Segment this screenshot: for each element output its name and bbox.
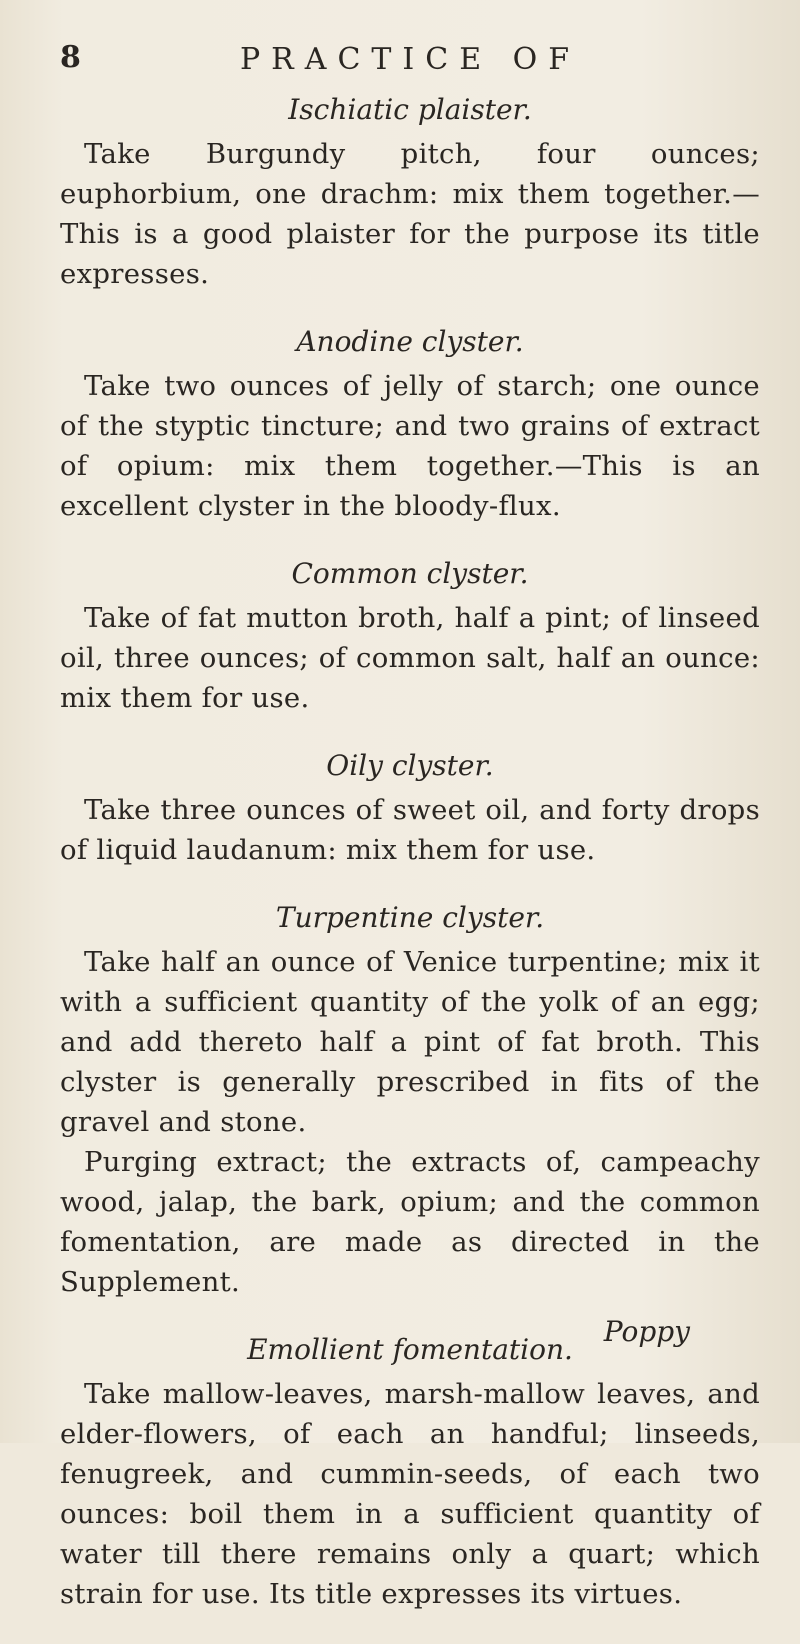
recipe-ischiatic-plaister <box>60 92 760 294</box>
recipe-note: Purging extract; the extracts of, campeachy wood, jalap, the bark, opium; and the common fomentation, are made as directed in the Supplement. <box>60 1146 760 1298</box>
recipe-body: Take half an ounce of Venice turpentine; mix it with a sufficient quantity of the yolk of an egg; and add thereto half a pint of fat broth. This clyster is generally prescribed in fits of the gravel and stone. <box>60 946 760 1138</box>
recipe-common-clyster <box>60 556 760 718</box>
recipe-oily-clyster <box>60 748 760 870</box>
running-head: PRACTICE OF <box>240 42 581 77</box>
recipe-emollient-fomentation <box>60 1332 760 1614</box>
recipe-body: Take three ounces of sweet oil, and forty drops of liquid laudanum: mix them for use. <box>60 794 760 866</box>
recipe-body: Take two ounces of jelly of starch; one ounce of the styptic tincture; and two grains of extract of opium: mix them together.—This is an excellent clyster in the bloody-flux. <box>60 370 760 522</box>
page-content <box>60 92 760 1644</box>
recipe-title: Oily clyster. <box>326 749 494 782</box>
catchword: Poppy <box>603 1315 690 1348</box>
recipe-title: Ischiatic plaister. <box>288 93 532 126</box>
page-header <box>60 40 760 80</box>
recipe-turpentine-clyster <box>60 900 760 1302</box>
page-number: 8 <box>60 40 81 75</box>
recipe-title: Emollient fomentation. <box>247 1333 573 1366</box>
recipe-anodine-clyster <box>60 324 760 526</box>
recipe-body: Take of fat mutton broth, half a pint; of linseed oil, three ounces; of common salt, half an ounce: mix them for use. <box>60 602 760 714</box>
recipe-body: Take Burgundy pitch, four ounces; euphorbium, one drachm: mix them together.—This is a good plaister for the purpose its title expresses. <box>60 138 760 290</box>
recipe-title: Common clyster. <box>291 557 529 590</box>
recipe-body: Take mallow-leaves, marsh-mallow leaves, and elder-flowers, of each an handful; linseeds, fenugreek, and cummin-seeds, of each two ounces: boil them in a sufficient quantity of water till there remains only a quart; which strain for use. Its title expresses its virtues. <box>60 1378 760 1610</box>
recipe-title: Anodine clyster. <box>296 325 524 358</box>
recipe-title: Turpentine clyster. <box>275 901 545 934</box>
